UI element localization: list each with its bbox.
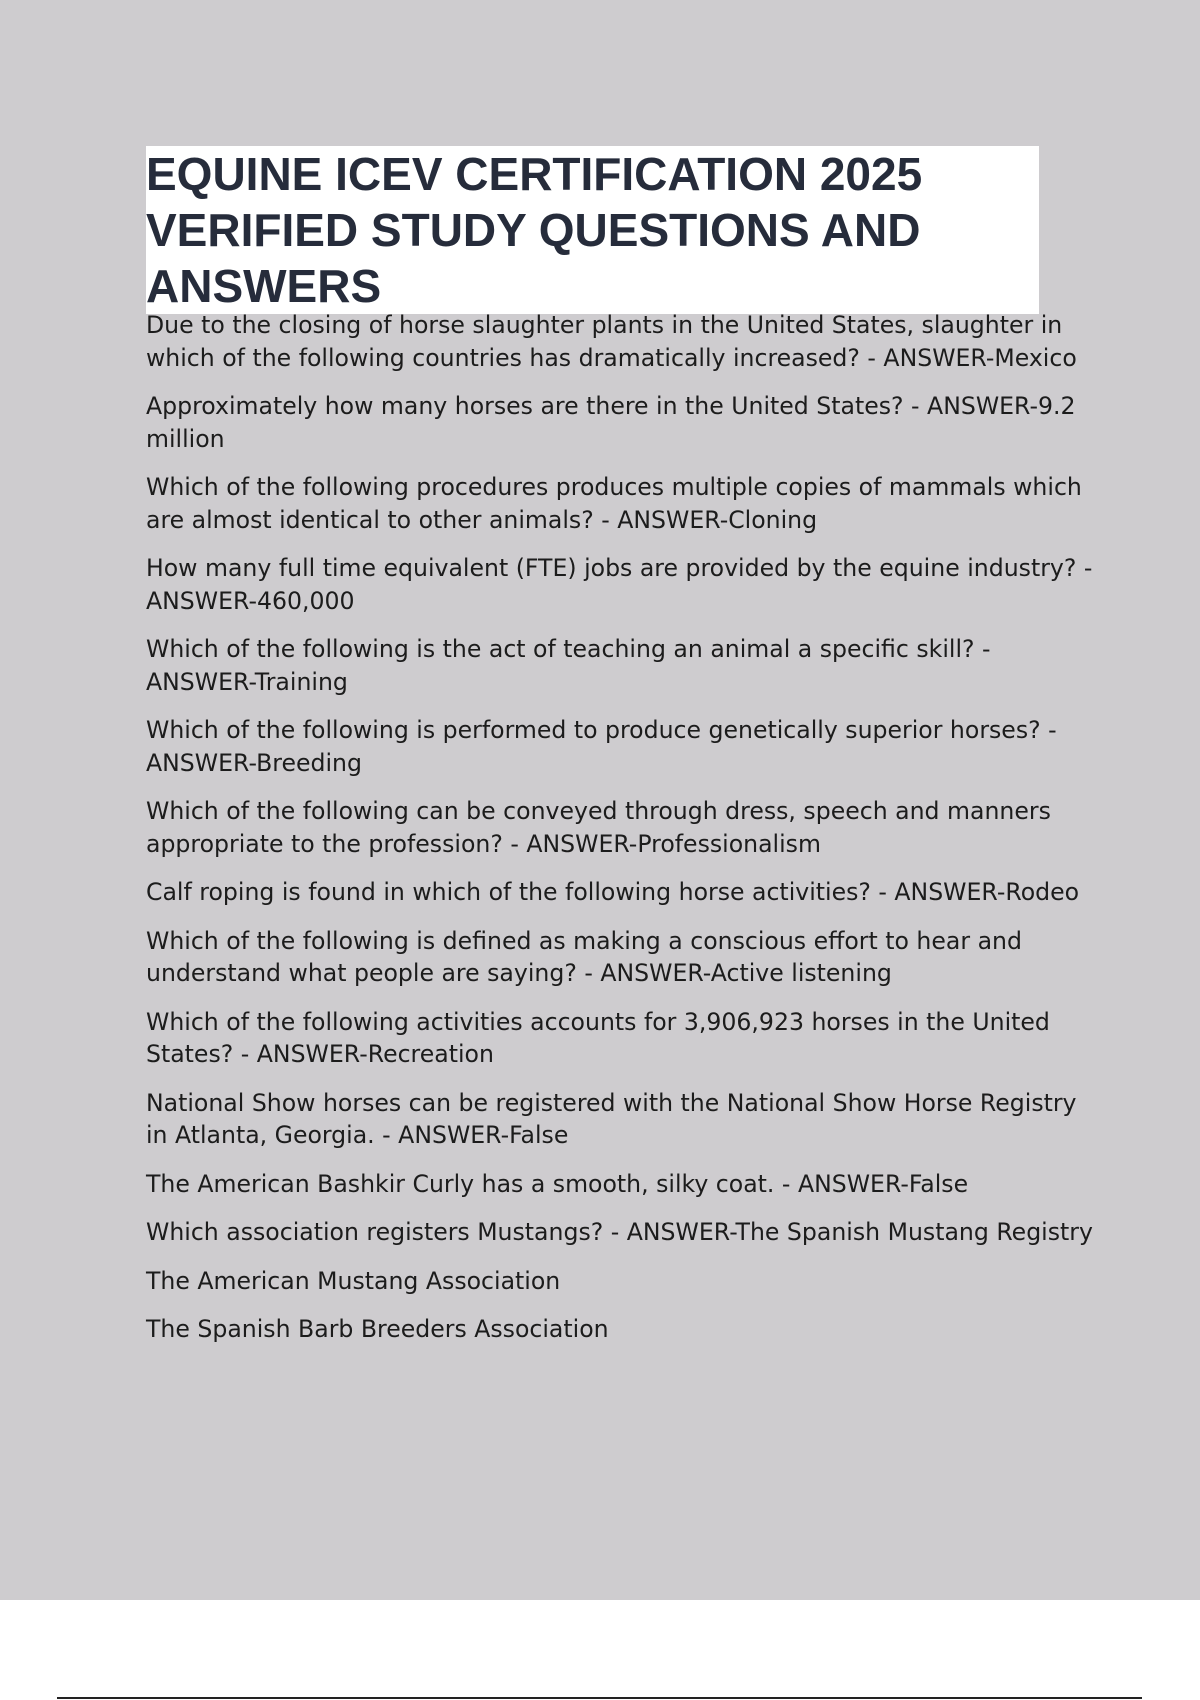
qa-list xyxy=(146,309,1096,1362)
footer-divider xyxy=(57,1697,1142,1699)
qa-item: Which of the following is the act of teaching an animal a specific skill? - ANSWER-Training xyxy=(146,635,991,696)
qa-item: Which of the following procedures produces multiple copies of mammals which are almost identical to other animals? - ANSWER-Cloning xyxy=(146,473,1082,534)
qa-item: Which association registers Mustangs? - ANSWER-The Spanish Mustang Registry xyxy=(146,1218,1093,1246)
qa-item: Which of the following is defined as making a conscious effort to hear and understand what people are saying? - ANSWER-Active listening xyxy=(146,926,1022,987)
qa-item: Due to the closing of horse slaughter plants in the United States, slaughter in which of the following countries has dramatically increased? - ANSWER-Mexico xyxy=(146,311,1077,372)
qa-item: Which of the following is performed to produce genetically superior horses? - ANSWER-Breeding xyxy=(146,716,1057,777)
qa-item: Calf roping is found in which of the following horse activities? - ANSWER-Rodeo xyxy=(146,878,1080,906)
qa-item: The American Bashkir Curly has a smooth, silky coat. - ANSWER-False xyxy=(146,1169,969,1198)
qa-item: How many full time equivalent (FTE) jobs are provided by the equine industry? - ANSWER-460,000 xyxy=(146,554,1093,615)
qa-item: The Spanish Barb Breeders Association xyxy=(146,1315,609,1343)
qa-item: National Show horses can be registered with the National Show Horse Registry in Atlanta, Georgia. - ANSWER-False xyxy=(146,1088,1077,1149)
document-title: EQUINE ICEV CERTIFICATION 2025 VERIFIED STUDY QUESTIONS AND ANSWERS xyxy=(146,148,923,312)
qa-item: Which of the following can be conveyed through dress, speech and manners appropriate to the profession? - ANSWER-Professionalism xyxy=(146,797,1051,858)
qa-item: The American Mustang Association xyxy=(146,1266,561,1295)
qa-item: Which of the following activities accounts for 3,906,923 horses in the United States? - ANSWER-Recreation xyxy=(146,1007,1050,1068)
qa-item: Approximately how many horses are there in the United States? - ANSWER-9.2 million xyxy=(146,392,1076,453)
